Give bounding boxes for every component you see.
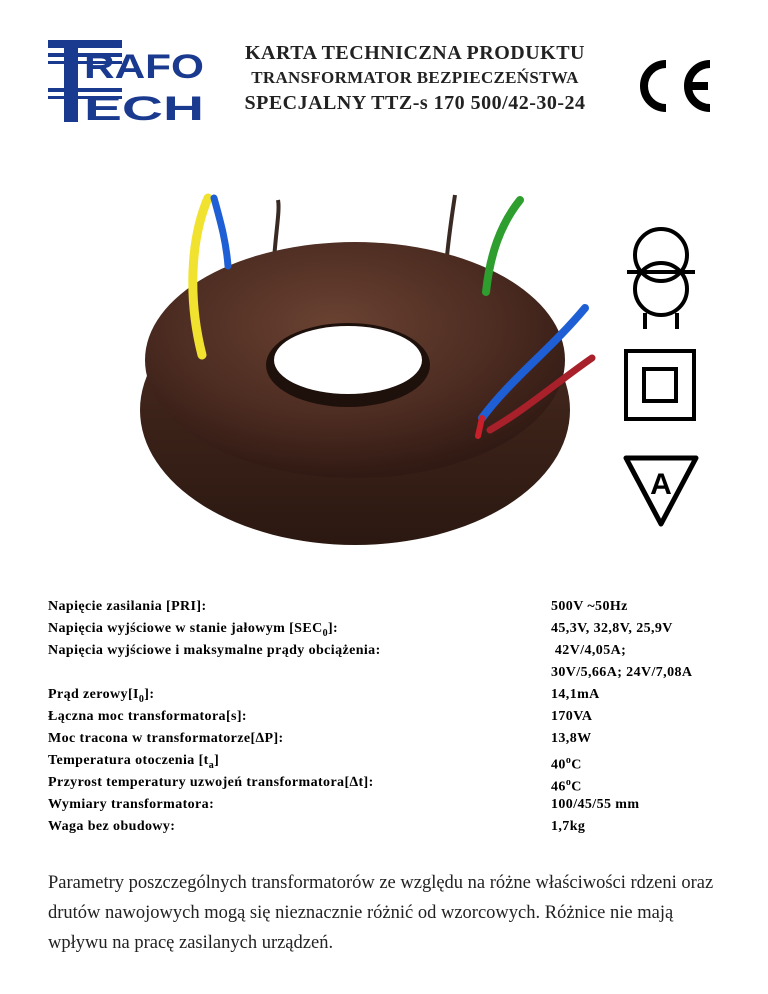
spec-label: Przyrost temperatury uzwojeń transformatora[∆t]: [48,775,374,790]
spec-label: Moc tracona w transformatorze[∆P]: [48,731,284,746]
spec-row [48,794,748,816]
page-header [230,40,600,116]
disclaimer-note: Parametry poszczególnych transformatorów ze względu na różne właściwości rdzeni oraz drutów nawojowych mogą się nieznacznie różnić od wzorcowych. Różnice nie mają wpływu na pracę zasilanych urządzeń. [48,873,714,953]
spec-label: Łączna moc transformatora[s]: [48,709,247,724]
logo-text-line2: ECH [84,90,204,122]
spec-row [48,728,748,750]
spec-label: Wymiary transformatora: [48,797,215,812]
spec-value: 100/45/55 mm [551,797,640,812]
ce-mark-icon [630,58,716,114]
spec-value: 170VA [551,709,593,724]
spec-row [48,750,748,772]
spec-label: Napięcie zasilania [PRI]: [48,599,207,614]
trafo-tech-logo [48,40,206,122]
svg-text:A: A [650,468,672,501]
transformer-symbol-icon [623,225,699,335]
header-title: KARTA TECHNICZNA PRODUKTU [245,42,585,64]
spec-table [48,596,748,838]
spec-label: Napięcia wyjściowe w stanie jałowym $[SEC_0]$: [48,621,339,639]
spec-value: 13,8W [551,731,592,746]
spec-row [48,706,748,728]
spec-row [48,662,748,684]
spec-label: Waga bez obudowy: [48,819,176,834]
class-ii-insulation-icon [624,349,696,421]
spec-row [48,772,748,794]
logo-text-line1: RAFO [84,48,204,86]
spec-value: 500V ~50Hz [551,599,628,614]
spec-value: 45,3V, 32,8V, 25,9V [551,621,673,636]
spec-row [48,684,748,706]
spec-value: 40$^o$C [551,755,582,773]
toroidal-transformer-photo [130,180,600,560]
spec-value: 30V/5,66A; 24V/7,08A [551,665,693,680]
header-subtitle: TRANSFORMATOR BEZPIECZEŃSTWA [251,68,579,87]
spec-value: 1,7kg [551,819,586,834]
a-triangle-icon [620,450,702,530]
spec-value: 42V/4,05A; [551,643,627,658]
spec-row [48,640,748,662]
spec-value: 46$^o$C [551,777,582,795]
spec-label: Prąd $zerowy[I_0]$: [48,687,155,705]
spec-row [48,816,748,838]
header-model: SPECJALNY TTZ-s 170 500/42-30-24 [244,92,586,114]
spec-label: Napięcia wyjściowe i maksymalne prądy obciążenia: [48,643,381,658]
spec-row [48,618,748,640]
spec-value: 14,1mA [551,687,600,702]
spec-row [48,596,748,618]
spec-label: Temperatura otoczenia $[t_a]$ [48,753,220,771]
